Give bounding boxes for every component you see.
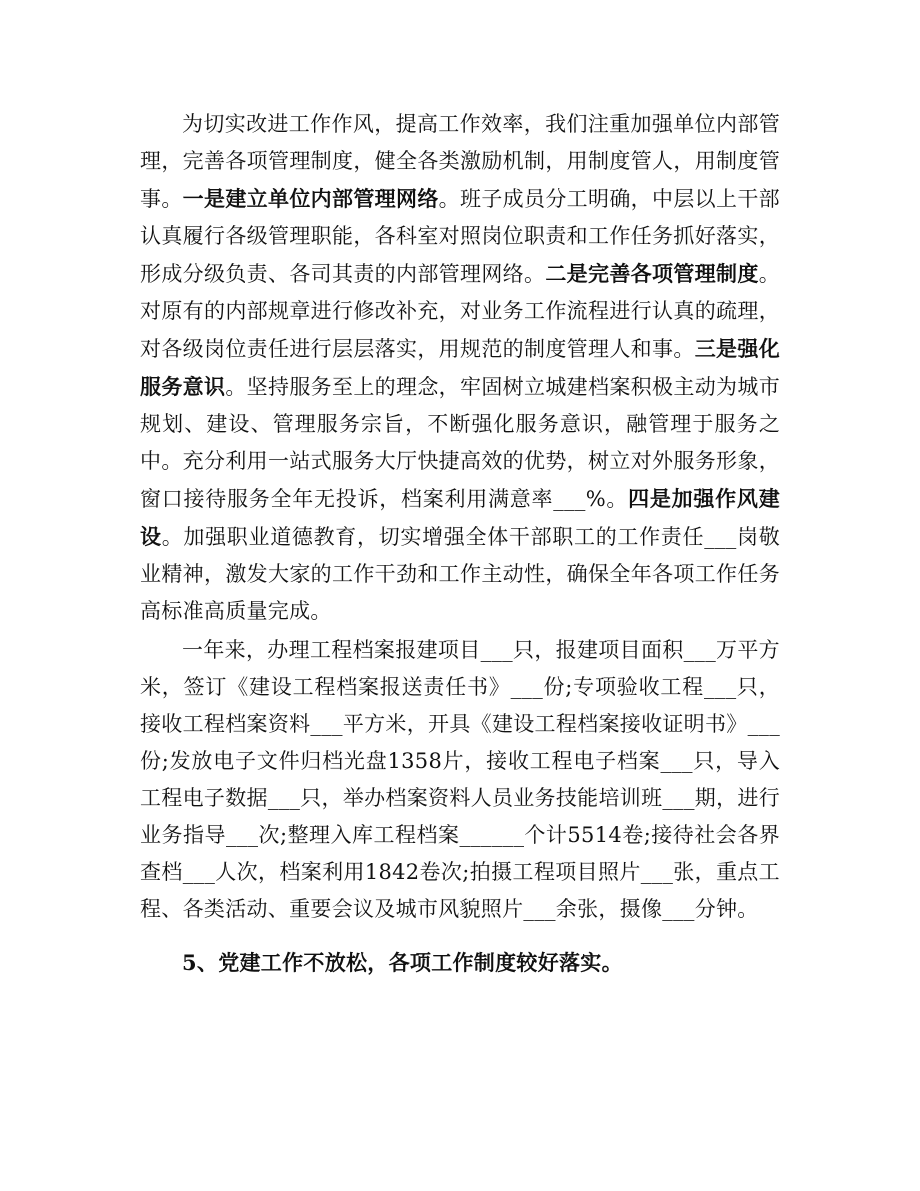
paragraph-work-style (140, 106, 780, 630)
section-heading-party-building: 5、党建工作不放松，各项工作制度较好落实。 (182, 950, 623, 975)
bold-point-two: 二是完善各项管理制度 (545, 261, 759, 286)
bold-point-one: 一是建立单位内部管理网络 (182, 186, 439, 211)
paragraph-text: 为切实改进工作作风，提高工作效率，我们注重加强单位内部管理，完善各项管理制度，健全各类激励机制，用制度管人，用制度管事。 (140, 112, 780, 211)
paragraph-text: 。坚持服务至上的理念，牢固树立城建档案积极主动为城市规划、建设、管理服务宗旨，不断强化服务意识，融管理于服务之中。充分利用一站式服务大厅快捷高效的优势，树立对外服务形象，窗口接待服务全年无投诉，档案利用满意率___%。 (140, 375, 780, 511)
bold-point-three: 三是强化服务意识 (140, 336, 780, 399)
bold-point-four: 四是加强作风建设 (140, 486, 780, 549)
document-page (140, 106, 780, 981)
paragraph-text: 。班子成员分工明确，中层以上干部认真履行各级管理职能，各科室对照岗位职责和工作任务抓好落实，形成分级负责、各司其责的内部管理网络。 (140, 187, 780, 286)
paragraph-annual-statistics: 一年来，办理工程档案报建项目___只，报建项目面积___万平方米，签订《建设工程档案报送责任书》___份;专项验收工程___只，接收工程档案资料___平方米，开具《建设工程档案接收证明书》___份;发放电子文件归档光盘1358片，接收工程电子档案___只，导入工程电子数据___只，举办档案资料人员业务技能培训班___期，进行业务指导___次;整理入库工程档案______个计5514卷;接待社会各界查档___人次，档案利用1842卷次;拍摄工程项目照片___张，重点工程、各类活动、重要会议及城市风貌照片___余张，摄像___分钟。 (140, 638, 780, 921)
paragraph-text: 。对原有的内部规章进行修改补充，对业务工作流程进行认真的疏理，对各级岗位责任进行层层落实，用规范的制度管理人和事。 (140, 262, 780, 361)
paragraph-text: 。加强职业道德教育，切实增强全体干部职工的工作责任___岗敬业精神，激发大家的工作干劲和工作主动性，确保全年各项工作任务高标准高质量完成。 (140, 525, 780, 623)
